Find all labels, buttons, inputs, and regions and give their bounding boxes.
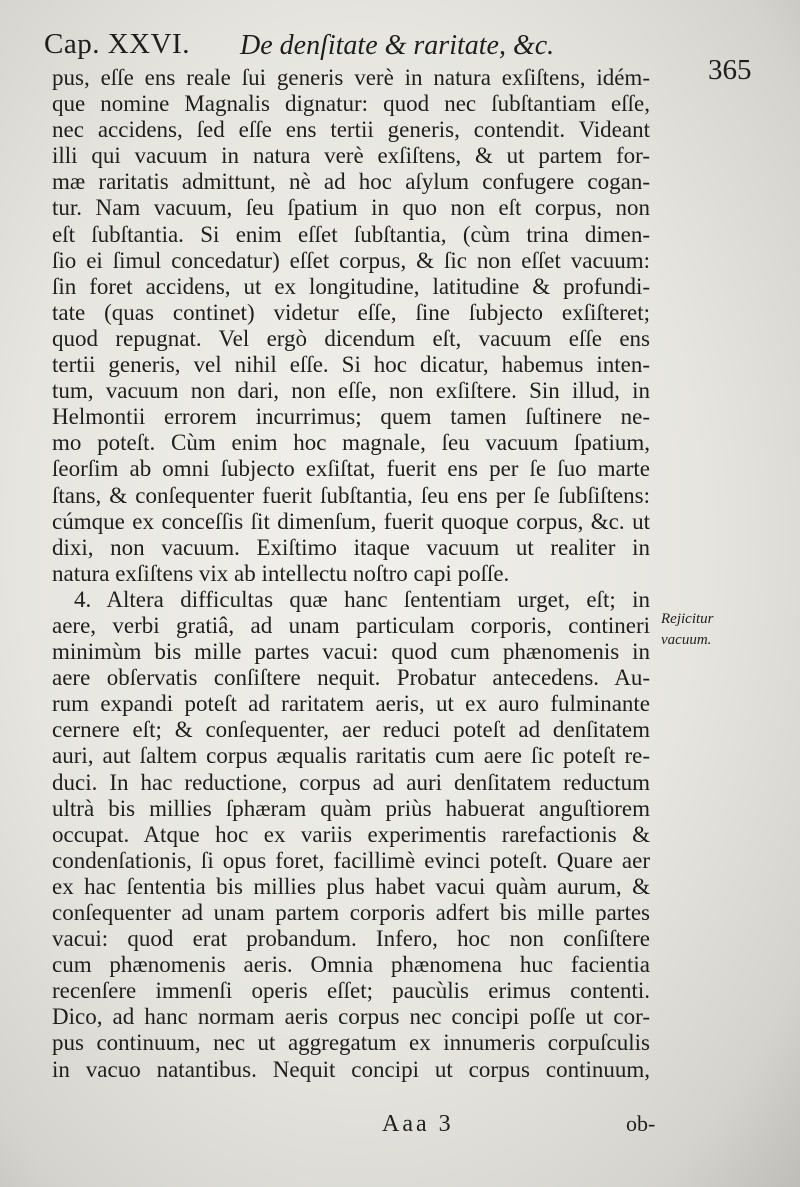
chapter-heading: Cap. XXVI. [44,28,190,60]
text-line: tate (quas continet) videtur eſſe, ſine ſubjecto exſiſteret; [52,299,650,325]
text-line: ultrà bis millies ſphæram quàm priùs habuerat anguſtiorem [52,795,650,821]
text-line: Helmontii errorem incurrimus; quem tamen ſuſtinere ne- [52,404,650,430]
paragraph-start-line: 4. Altera difficultas quæ hanc ſententiam urget, eſt; in [74,586,650,612]
text-line: ſeorſim ab omni ſubjecto exſiſtat, fuerit ens per ſe ſuo marte [52,456,650,482]
text-line: ex hac ſententia bis millies plus habet vacui quàm aurum, & [52,873,650,899]
text-line: duci. In hac reductione, corpus ad auri denſitatem reductum [52,769,650,795]
margin-note-line: vacuum. [661,632,712,648]
text-line: pus, eſſe ens reale ſui generis verè in natura exſiſtens, idém- [52,65,650,90]
text-line: mæ raritatis admittunt, nè ad hoc aſylum confugere cogan- [52,169,650,195]
text-line: auri, aut ſaltem corpus æqualis raritatis cum aere ſic poteſt re- [52,743,650,769]
text-line: natura exſiſtens vix ab intellectu noſtro capi poſſe. [52,560,510,586]
text-line: occupat. Atque hoc ex variis experimentis rarefactionis & [52,821,650,847]
text-line: nec accidens, ſed eſſe ens tertii generis, contendit. Videant [52,117,650,143]
text-line: dixi, non vacuum. Exiſtimo itaque vacuum ut realiter in [52,534,650,560]
text-line: tum, vacuum non dari, non eſſe, non exſiſtere. Sin illud, in [52,378,650,404]
text-line: Dico, ad hanc normam aeris corpus nec concipi poſſe ut cor- [52,1004,650,1030]
text-line: minimùm bis mille partes vacui: quod cum phænomenis in [52,639,650,665]
text-line: conſequenter ad unam partem corporis adfert bis mille partes [52,900,650,925]
page-footer [52,1111,656,1143]
margin-note [661,609,791,651]
running-title: De denſitate & raritate, &c. [240,30,555,61]
body-text [52,65,650,1083]
text-line: ſin foret accidens, ut ex longitudine, latitudine & profundi- [52,273,650,299]
text-line: cernere eſt; & conſequenter, aer reduci poteſt ad denſitatem [52,717,650,743]
text-line: recenſere immenſi operis eſſet; paucùlis erimus contenti. [52,978,650,1004]
text-line: pus continuum, nec ut aggregatum ex innumeris corpuſculis [52,1030,650,1056]
text-line: vacui: quod erat probandum. Infero, hoc non conſiſtere [52,926,650,952]
text-line: cúmque ex conceſſis ſit dimenſum, fuerit quoque corpus, &c. ut [52,508,650,534]
text-line: ſtans, & conſequenter fuerit ſubſtantia, ſeu ens per ſe ſubſiſtens: [52,482,650,508]
catchword: ob- [626,1111,656,1136]
text-line: in vacuo natantibus. Nequit concipi ut corpus continuum, [52,1056,650,1082]
text-line: eſt ſubſtantia. Si enim eſſet ſubſtantia, (cùm trina dimen- [52,221,650,247]
text-line: mo poteſt. Cùm enim hoc magnale, ſeu vacuum ſpatium, [52,430,650,456]
text-line: illi qui vacuum in natura verè exſiſtens, & ut partem for- [52,143,650,169]
text-line: ſio ei ſimul concedatur) eſſet corpus, & ſic non eſſet vacuum: [52,247,650,273]
signature-mark: Aaa 3 [382,1111,454,1137]
text-line: quod repugnat. Vel ergò dicendum eſt, vacuum eſſe ens [52,325,650,351]
text-line: cum phænomenis aeris. Omnia phænomena huc facientia [52,952,650,978]
text-line: tertii generis, vel nihil eſſe. Si hoc dicatur, habemus inten- [52,352,650,378]
text-line: aere obſervatis conſiſtere nequit. Probatur antecedens. Au- [52,665,650,691]
page-number: 365 [708,54,752,86]
text-line: condenſationis, ſi opus foret, facillimè evinci poteſt. Quare aer [52,847,650,873]
text-line: que nomine Magnalis dignatur: quod nec ſubſtantiam eſſe, [52,91,650,117]
text-line: rum expandi poteſt ad raritatem aeris, ut ex auro fulminante [52,691,650,717]
margin-note-line: Rejicitur [661,611,714,627]
text-line: tur. Nam vacuum, ſeu ſpatium in quo non eſt corpus, non [52,195,650,221]
text-line: aere, verbi gratiâ, ad unam particulam corporis, contineri [52,612,650,638]
